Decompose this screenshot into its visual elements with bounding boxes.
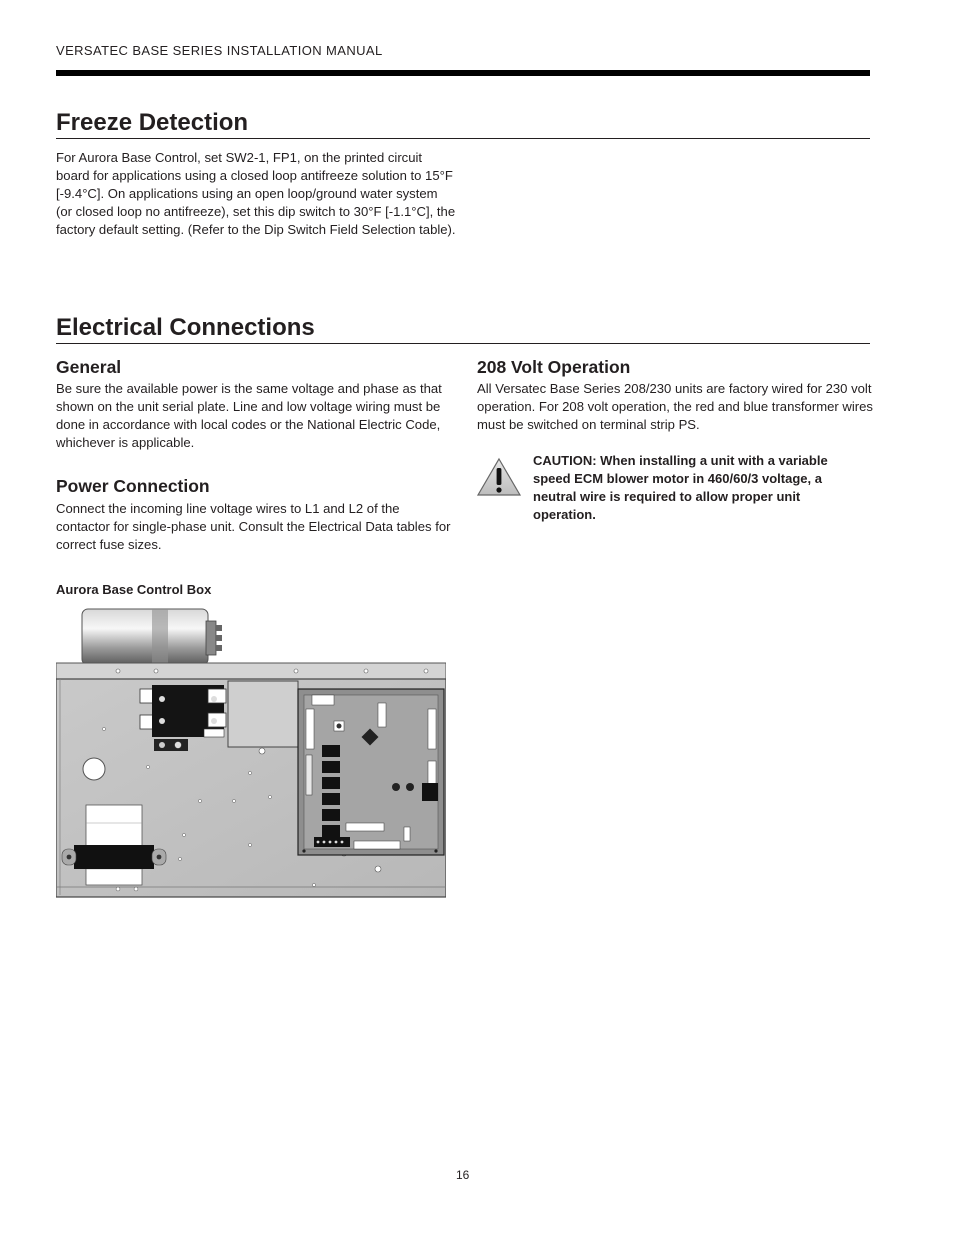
general-heading: General	[56, 357, 122, 377]
volt-208-paragraph: All Versatec Base Series 208/230 units are factory wired for 230 volt operation. For 208 volt operation, the red and blue transformer wires must be switched on terminal strip PS.	[477, 381, 873, 432]
volt-208-heading: 208 Volt Operation	[477, 357, 631, 377]
running-header: VERSATEC BASE SERIES INSTALLATION MANUAL	[56, 43, 383, 58]
control-box-illustration	[56, 605, 446, 899]
general-paragraph: Be sure the available power is the same voltage and phase as that shown on the unit serial plate. Line and low voltage wiring must be done in accordance with local codes or the National Electric Code, whichever is applicable.	[56, 381, 442, 450]
figure-caption: Aurora Base Control Box	[56, 582, 212, 597]
warning-triangle-icon	[476, 457, 522, 497]
freeze-detection-paragraph: For Aurora Base Control, set SW2-1, FP1, on the printed circuit board for applications using a closed loop antifreeze solution to 15°F [-9.4°C]. On applications using an open loop/ground water system (or closed loop no antifreeze), set this dip switch to 30°F [-1.1°C], the factory default setting. (Refer to the Dip Switch Field Selection table).	[56, 150, 456, 237]
caution-text: CAUTION: When installing a unit with a variable speed ECM blower motor in 460/60/3 voltage, a neutral wire is required to allow proper unit operation.	[533, 453, 828, 522]
freeze-detection-title: Freeze Detection	[56, 109, 870, 139]
electrical-connections-title: Electrical Connections	[56, 314, 870, 344]
power-connection-paragraph: Connect the incoming line voltage wires to L1 and L2 of the contactor for single-phase unit. Consult the Electrical Data tables for correct fuse sizes.	[56, 501, 451, 552]
header-rule	[56, 70, 870, 76]
power-connection-heading: Power Connection	[56, 476, 210, 496]
page-number: 16	[456, 1168, 470, 1182]
